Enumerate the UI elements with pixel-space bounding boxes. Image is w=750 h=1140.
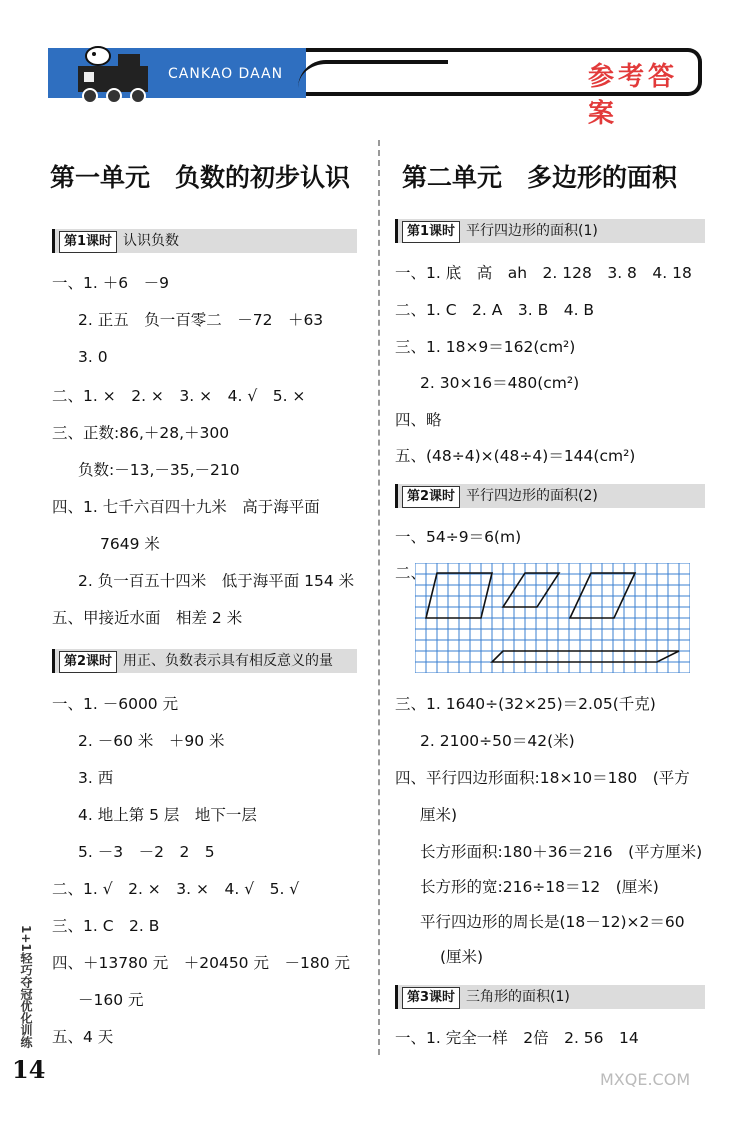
right-lesson1-header — [395, 219, 705, 243]
answer-line: 二、 — [395, 564, 427, 582]
page-title: 参考答案 — [588, 62, 679, 129]
left-lesson2-header — [52, 649, 357, 673]
answer-line: 2. 负一百五十四米 低于海平面 154 米 — [78, 572, 355, 590]
answer-line: 三、1. 1640÷(32×25)＝2.05(千克) — [395, 695, 656, 713]
column-divider — [378, 140, 380, 1055]
answer-line: 2. 正五 负一百零二 －72 ＋63 — [78, 311, 324, 329]
answer-line: 5. －3 －2 2 5 — [78, 843, 215, 861]
answer-line: 平行四边形的周长是(18－12)×2＝60 — [420, 913, 685, 931]
answer-line: 一、1. －6000 元 — [52, 695, 179, 713]
lesson-title: 平行四边形的面积(2) — [466, 488, 598, 504]
lesson-title: 认识负数 — [123, 233, 180, 249]
left-unit-title: 第一单元 负数的初步认识 — [50, 163, 351, 192]
answer-line: 一、1. 底 高 ah 2. 128 3. 8 4. 18 — [395, 264, 692, 282]
answer-line: 二、1. √ 2. × 3. × 4. √ 5. √ — [52, 880, 300, 898]
answer-line: 四、1. 七千六百四十九米 高于海平面 — [52, 498, 320, 516]
answer-line: 五、(48÷4)×(48÷4)＝144(cm²) — [395, 447, 636, 465]
answer-line: 负数:－13,－35,－210 — [78, 461, 240, 479]
answer-line: 三、1. C 2. B — [52, 917, 160, 935]
lesson-title: 三角形的面积(1) — [466, 989, 570, 1005]
lesson-tag: 第1课时 — [59, 231, 117, 253]
answer-line: 长方形的宽:216÷18＝12 (厘米) — [420, 878, 659, 896]
answer-line: 2. －60 米 ＋90 米 — [78, 732, 225, 750]
parallelogram-2 — [503, 573, 559, 607]
lesson-tag: 第3课时 — [402, 987, 460, 1009]
answer-line: (厘米) — [440, 948, 484, 966]
page-header — [48, 42, 704, 129]
lesson-tag: 第1课时 — [402, 221, 460, 243]
brand-text: CANKAO DAAN — [168, 66, 284, 82]
answer-line: 一、1. 完全一样 2倍 2. 56 14 — [395, 1029, 639, 1047]
right-unit-title: 第二单元 多边形的面积 — [402, 163, 678, 192]
left-lesson1-header — [52, 229, 357, 253]
answer-line: －160 元 — [78, 991, 144, 1009]
parallelogram-4 — [492, 651, 679, 662]
answer-line: 长方形面积:180＋36＝216 (平方厘米) — [420, 843, 703, 861]
lesson-tag: 第2课时 — [402, 486, 460, 508]
answer-line: 五、4 天 — [52, 1028, 114, 1046]
right-lesson3-header — [395, 985, 705, 1009]
answer-line: 一、54÷9＝6(m) — [395, 528, 522, 546]
train-mascot-icon — [58, 46, 168, 106]
lesson-title: 用正、负数表示具有相反意义的量 — [123, 653, 334, 669]
answer-line: 二、1. × 2. × 3. × 4. √ 5. × — [52, 387, 306, 405]
answer-line: 二、1. C 2. A 3. B 4. B — [395, 301, 595, 319]
lesson-title: 平行四边形的面积(1) — [466, 223, 598, 239]
page-number: 14 — [12, 1055, 46, 1084]
answer-line: 2. 2100÷50＝42(米) — [420, 732, 575, 750]
ribbon-swoosh — [298, 60, 448, 88]
answer-line: 3. 0 — [78, 348, 108, 366]
book-spine-text: 1+1轻巧夺冠优化训练 — [19, 925, 33, 1048]
answer-line: 五、甲接近水面 相差 2 米 — [52, 609, 243, 627]
answer-line: 一、1. ＋6 －9 — [52, 274, 169, 292]
answer-line: 7649 米 — [100, 535, 160, 553]
answer-line: 3. 西 — [78, 769, 114, 787]
answer-line: 四、＋13780 元 ＋20450 元 －180 元 — [52, 954, 350, 972]
right-lesson2-header — [395, 484, 705, 508]
parallelogram-grid — [415, 563, 690, 673]
answer-line: 四、略 — [395, 411, 442, 429]
watermark: MXQE.COM — [600, 1070, 691, 1089]
answer-line: 4. 地上第 5 层 地下一层 — [78, 806, 257, 824]
answer-line: 三、正数:86,＋28,＋300 — [52, 424, 230, 442]
answer-line: 四、平行四边形面积:18×10＝180 (平方 — [395, 769, 690, 787]
answer-line: 2. 30×16＝480(cm²) — [420, 374, 580, 392]
answer-line: 三、1. 18×9＝162(cm²) — [395, 338, 576, 356]
answer-line: 厘米) — [420, 806, 458, 824]
lesson-tag: 第2课时 — [59, 651, 117, 673]
